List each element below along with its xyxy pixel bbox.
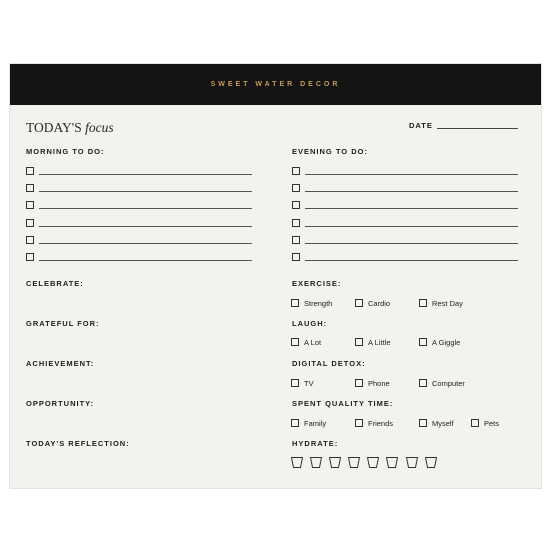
checkbox[interactable]	[26, 219, 34, 227]
option-strength[interactable]: Strength	[291, 299, 332, 308]
achievement-label: ACHIEVEMENT:	[26, 359, 95, 368]
reflection-label: TODAY'S REFLECTION:	[26, 439, 130, 448]
evening-todo-label: EVENING TO DO:	[292, 147, 368, 156]
water-cup-icon[interactable]	[425, 457, 437, 468]
option-cardio[interactable]: Cardio	[355, 299, 390, 308]
todo-write-line[interactable]	[39, 260, 252, 261]
todo-write-line[interactable]	[39, 174, 252, 175]
quality-time-label: SPENT QUALITY TIME:	[292, 399, 394, 408]
checkbox[interactable]	[419, 379, 427, 387]
checkbox[interactable]	[355, 299, 363, 307]
morning-todo-item[interactable]	[26, 253, 252, 263]
checkbox[interactable]	[291, 419, 299, 427]
planner-card	[10, 64, 541, 488]
todo-write-line[interactable]	[39, 208, 252, 209]
todo-write-line[interactable]	[305, 243, 518, 244]
hydrate-label: HYDRATE:	[292, 439, 339, 448]
date-field[interactable]	[437, 128, 518, 129]
option-family[interactable]: Family	[291, 419, 326, 428]
checkbox[interactable]	[292, 184, 300, 192]
checkbox[interactable]	[355, 379, 363, 387]
option-a-little[interactable]: A Little	[355, 338, 391, 347]
checkbox[interactable]	[292, 236, 300, 244]
option-friends[interactable]: Friends	[355, 419, 393, 428]
page-title	[26, 120, 114, 136]
todo-write-line[interactable]	[305, 191, 518, 192]
checkbox[interactable]	[355, 338, 363, 346]
morning-todo-item[interactable]	[26, 236, 252, 246]
laugh-label: LAUGH:	[292, 319, 328, 328]
option-phone[interactable]: Phone	[355, 379, 390, 388]
option-rest-day[interactable]: Rest Day	[419, 299, 463, 308]
morning-todo-item[interactable]	[26, 184, 252, 194]
checkbox[interactable]	[292, 219, 300, 227]
checkbox[interactable]	[419, 299, 427, 307]
checkbox[interactable]	[26, 236, 34, 244]
todo-write-line[interactable]	[39, 243, 252, 244]
water-cup-icon[interactable]	[386, 457, 398, 468]
todo-write-line[interactable]	[305, 174, 518, 175]
todo-write-line[interactable]	[39, 226, 252, 227]
option-myself[interactable]: Myself	[419, 419, 454, 428]
evening-todo-item[interactable]	[292, 184, 518, 194]
header-bar	[10, 64, 541, 105]
morning-todo-label: MORNING TO DO:	[26, 147, 105, 156]
checkbox[interactable]	[26, 184, 34, 192]
date-label: DATE	[409, 121, 433, 130]
celebrate-label: CELEBRATE:	[26, 279, 84, 288]
checkbox[interactable]	[291, 379, 299, 387]
exercise-label: EXERCISE:	[292, 279, 342, 288]
todo-write-line[interactable]	[39, 191, 252, 192]
checkbox[interactable]	[291, 299, 299, 307]
checkbox[interactable]	[292, 201, 300, 209]
checkbox[interactable]	[419, 338, 427, 346]
water-cup-icon[interactable]	[406, 457, 418, 468]
evening-todo-item[interactable]	[292, 253, 518, 263]
option-computer[interactable]: Computer	[419, 379, 465, 388]
checkbox[interactable]	[292, 253, 300, 261]
option-a-lot[interactable]: A Lot	[291, 338, 321, 347]
option-tv[interactable]: TV	[291, 379, 314, 388]
digital-detox-label: DIGITAL DETOX:	[292, 359, 366, 368]
brand-name: SWEET WATER DECOR	[210, 81, 341, 88]
todo-write-line[interactable]	[305, 208, 518, 209]
checkbox[interactable]	[26, 201, 34, 209]
evening-todo-item[interactable]	[292, 167, 518, 177]
checkbox[interactable]	[471, 419, 479, 427]
todo-write-line[interactable]	[305, 226, 518, 227]
morning-todo-item[interactable]	[26, 167, 252, 177]
title-main: TODAY'S	[26, 120, 82, 135]
option-a-giggle[interactable]: A Giggle	[419, 338, 460, 347]
todo-write-line[interactable]	[305, 260, 518, 261]
morning-todo-item[interactable]	[26, 201, 252, 211]
water-cup-icon[interactable]	[310, 457, 322, 468]
evening-todo-item[interactable]	[292, 236, 518, 246]
water-cup-icon[interactable]	[291, 457, 303, 468]
title-accent: focus	[85, 120, 114, 135]
checkbox[interactable]	[355, 419, 363, 427]
checkbox[interactable]	[291, 338, 299, 346]
evening-todo-item[interactable]	[292, 201, 518, 211]
checkbox[interactable]	[26, 253, 34, 261]
checkbox[interactable]	[292, 167, 300, 175]
water-cup-icon[interactable]	[348, 457, 360, 468]
checkbox[interactable]	[26, 167, 34, 175]
grateful-label: GRATEFUL FOR:	[26, 319, 100, 328]
water-cup-icon[interactable]	[329, 457, 341, 468]
morning-todo-item[interactable]	[26, 219, 252, 229]
option-pets[interactable]: Pets	[471, 419, 499, 428]
evening-todo-item[interactable]	[292, 219, 518, 229]
water-cup-icon[interactable]	[367, 457, 379, 468]
checkbox[interactable]	[419, 419, 427, 427]
opportunity-label: OPPORTUNITY:	[26, 399, 95, 408]
